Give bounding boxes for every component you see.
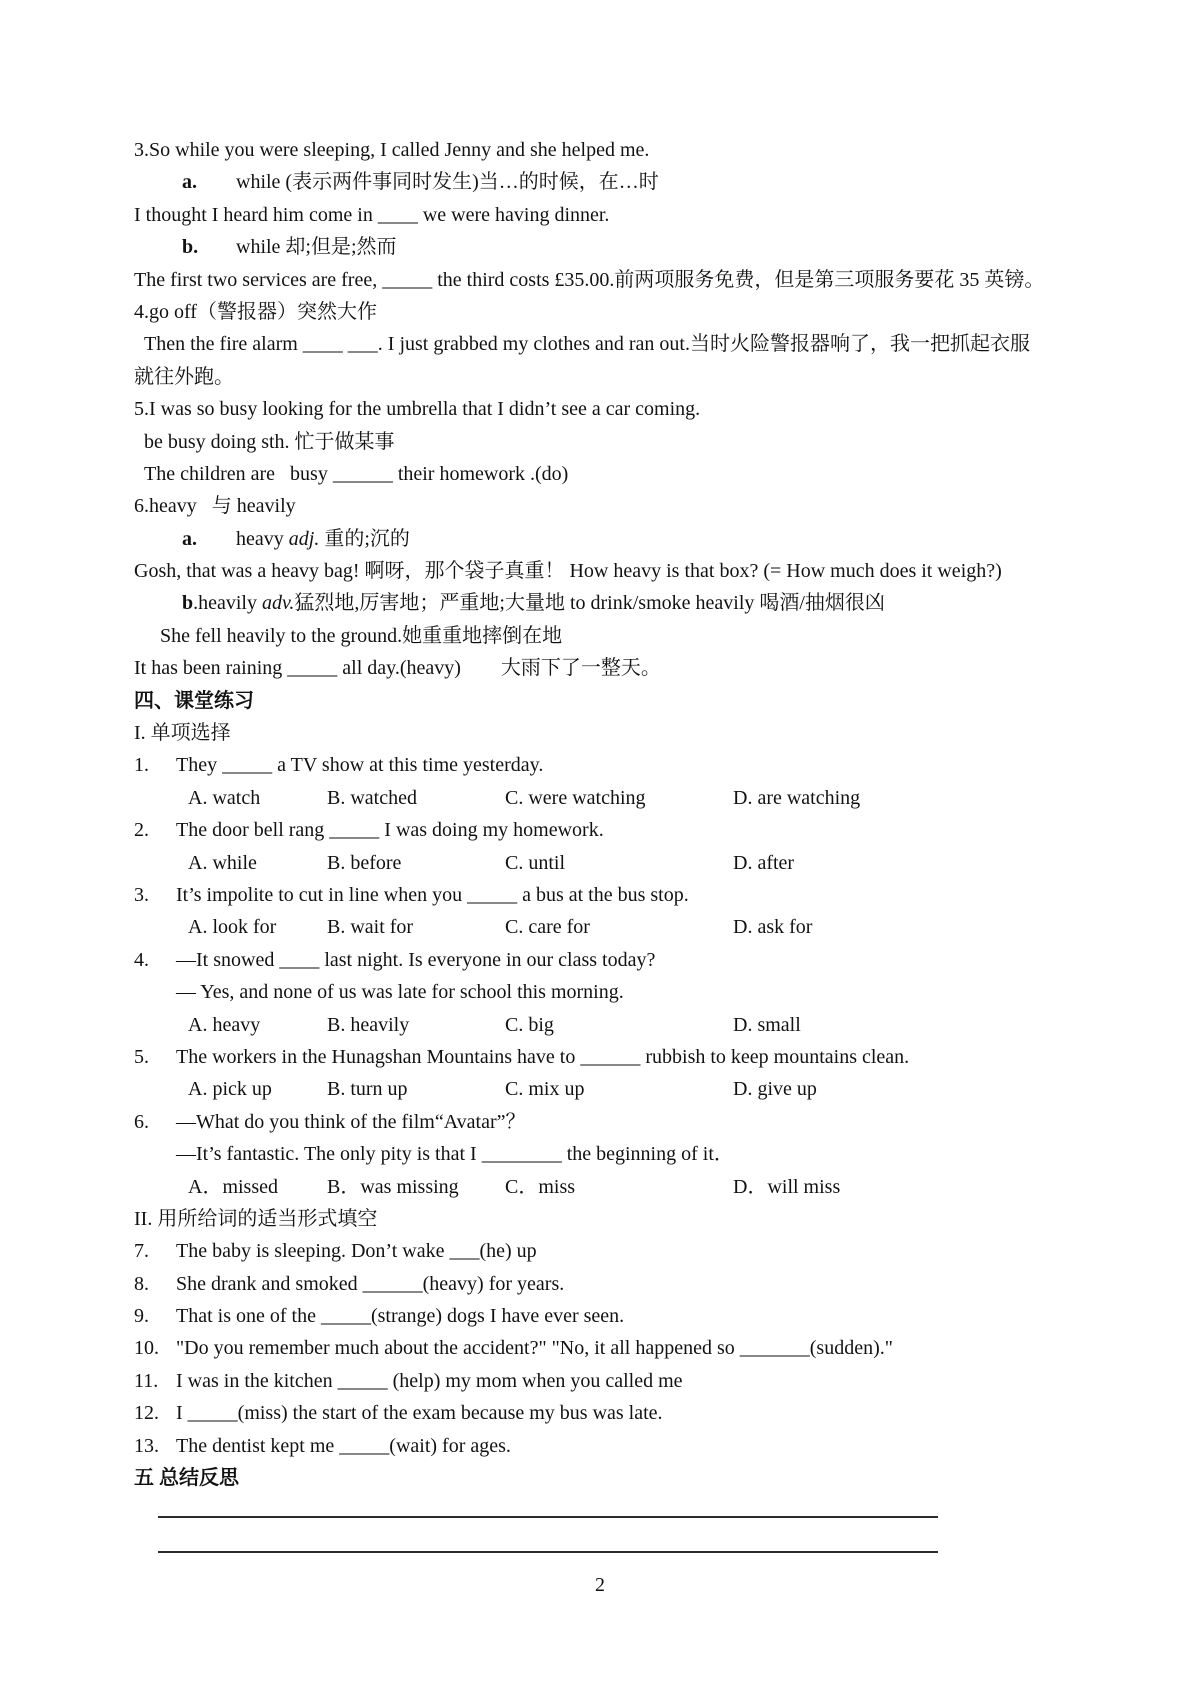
item-label-b: b. — [182, 236, 199, 259]
note-point-4: 4.go off（警报器）突然大作 — [134, 300, 377, 323]
question-text: That is one of the _____(strange) dogs I have ever seen. — [176, 1305, 625, 1328]
options-row-4 — [188, 1009, 1094, 1041]
item-label-b: b — [182, 592, 194, 615]
option-b: B. before — [327, 851, 402, 874]
options-row-5 — [188, 1073, 1094, 1105]
question-1 — [134, 749, 1094, 781]
question-number: 11. — [134, 1369, 159, 1392]
option-c: C. were watching — [505, 786, 646, 809]
question-number: 6. — [134, 1110, 149, 1133]
question-4-reply: — Yes, and none of us was late for school this morning. — [176, 981, 624, 1004]
note-be-busy-example: The children are busy ______ their homework .(do) — [144, 462, 569, 485]
question-number: 1. — [134, 754, 149, 777]
note-heavily-b — [134, 587, 1094, 619]
section-heading-class-practice: 四、课堂练习 — [134, 689, 254, 712]
option-b: B. heavily — [327, 1013, 410, 1036]
note-while-b-example: The first two services are free, _____ the third costs £35.00.前两项服务免费，但是第三项服务要花 35 英镑。 — [134, 268, 1045, 291]
option-d: D. give up — [733, 1078, 817, 1101]
question-text: The workers in the Hunagshan Mountains have to ______ rubbish to keep mountains clean. — [176, 1045, 910, 1068]
question-text: It’s impolite to cut in line when you _____ a bus at the bus stop. — [176, 883, 689, 906]
question-text: —It snowed ____ last night. Is everyone in our class today? — [176, 948, 656, 971]
page-content — [134, 134, 1094, 1553]
note-heavy-def: 重的;沉的 — [319, 527, 410, 550]
option-c: C. until — [505, 851, 566, 874]
question-number: 13. — [134, 1434, 159, 1457]
question-text: The door bell rang _____ I was doing my homework. — [176, 819, 604, 842]
page-number: 2 — [595, 1574, 605, 1596]
question-number: 12. — [134, 1402, 159, 1425]
question-text: The dentist kept me _____(wait) for ages. — [176, 1434, 511, 1457]
option-c: C．miss — [505, 1175, 576, 1198]
option-a: A. while — [188, 851, 257, 874]
question-number: 9. — [134, 1305, 149, 1328]
question-6 — [134, 1106, 1094, 1138]
note-while-a — [134, 166, 1094, 198]
question-9 — [134, 1300, 1094, 1332]
options-row-3 — [188, 911, 1094, 943]
question-text: The baby is sleeping. Don’t wake ___(he) up — [176, 1240, 537, 1263]
question-number: 4. — [134, 948, 149, 971]
note-while-b-text: while 却;但是;然而 — [236, 236, 397, 259]
note-go-off-example-cont: 就往外跑。 — [134, 365, 234, 388]
question-text: I _____(miss) the start of the exam because my bus was late. — [176, 1402, 663, 1425]
question-5 — [134, 1041, 1094, 1073]
option-c: C. mix up — [505, 1078, 585, 1101]
note-heavily-word: .heavily — [193, 592, 262, 615]
question-4 — [134, 944, 1094, 976]
question-3 — [134, 879, 1094, 911]
question-11 — [134, 1365, 1094, 1397]
question-2 — [134, 814, 1094, 846]
subsection-heading-multiple-choice: I. 单项选择 — [134, 722, 231, 745]
note-be-busy-phrase: be busy doing sth. 忙于做某事 — [144, 430, 395, 453]
note-heavy-pos: adj. — [288, 527, 320, 550]
option-a: A. pick up — [188, 1078, 272, 1101]
question-8 — [134, 1268, 1094, 1300]
note-point-3: 3.So while you were sleeping, I called Jenny and she helped me. — [134, 139, 650, 161]
question-number: 3. — [134, 883, 149, 906]
question-7 — [134, 1235, 1094, 1267]
note-while-a-text: while (表示两件事同时发生)当…的时候，在…时 — [236, 171, 659, 194]
question-number: 5. — [134, 1045, 149, 1068]
option-a: A. watch — [188, 786, 261, 809]
option-b: B. watched — [327, 786, 417, 809]
option-d: D. ask for — [733, 916, 813, 939]
question-text: They _____ a TV show at this time yesterday. — [176, 754, 544, 777]
option-c: C. care for — [505, 916, 590, 939]
option-d: D. small — [733, 1013, 801, 1036]
question-6-reply: —It’s fantastic. The only pity is that I ________ the beginning of it． — [176, 1143, 734, 1166]
note-while-a-example: I thought I heard him come in ____ we were having dinner. — [134, 203, 610, 226]
question-13 — [134, 1430, 1094, 1462]
options-row-1 — [188, 782, 1094, 814]
option-c: C. big — [505, 1013, 554, 1036]
question-text: "Do you remember much about the accident?" "No, it all happened so _______(sudden)." — [176, 1337, 893, 1360]
answer-blank-line-2 — [158, 1518, 938, 1553]
item-label-a: a. — [182, 171, 197, 194]
note-heavily-pos: adv. — [262, 592, 295, 615]
item-label-a: a. — [182, 527, 197, 550]
option-b: B. wait for — [327, 916, 414, 939]
option-b: B. turn up — [327, 1078, 408, 1101]
option-a: A. heavy — [188, 1013, 261, 1036]
note-heavily-example: She fell heavily to the ground.她重重地摔倒在地 — [160, 624, 563, 647]
option-d: D．will miss — [733, 1175, 841, 1198]
note-heavy-a — [134, 523, 1094, 555]
note-heavy-example: Gosh, that was a heavy bag! 啊呀，那个袋子真重！ How heavy is that box? (= How much does it weigh?) — [134, 560, 1002, 583]
question-10 — [134, 1332, 1094, 1364]
options-row-6 — [188, 1171, 1094, 1203]
note-point-6: 6.heavy 与 heavily — [134, 495, 296, 518]
question-text: I was in the kitchen _____ (help) my mom when you called me — [176, 1369, 683, 1392]
note-while-b — [134, 231, 1094, 263]
section-heading-reflection: 五 总结反思 — [134, 1467, 239, 1490]
option-b: B．was missing — [327, 1175, 459, 1198]
option-d: D. after — [733, 851, 795, 874]
note-heavy-word: heavy — [236, 527, 289, 550]
question-text: She drank and smoked ______(heavy) for years. — [176, 1272, 565, 1295]
question-number: 10. — [134, 1337, 159, 1360]
note-go-off-example: Then the fire alarm ____ ___. I just grabbed my clothes and ran out.当时火险警报器响了，我一把抓起衣服 — [144, 333, 1030, 356]
question-number: 8. — [134, 1272, 149, 1295]
note-raining-example: It has been raining _____ all day.(heavy) 大雨下了一整天。 — [134, 657, 661, 680]
subsection-heading-fill-blanks: II. 用所给词的适当形式填空 — [134, 1207, 378, 1230]
note-heavily-def: 猛烈地,厉害地；严重地;大量地 to drink/smoke heavily 喝酒/抽烟很凶 — [294, 592, 885, 615]
question-12 — [134, 1397, 1094, 1429]
question-number: 2. — [134, 819, 149, 842]
option-a: A. look for — [188, 916, 277, 939]
option-a: A．missed — [188, 1175, 278, 1198]
question-text: —What do you think of the film“Avatar”？ — [176, 1110, 526, 1133]
options-row-2 — [188, 847, 1094, 879]
option-d: D. are watching — [733, 786, 861, 809]
answer-blank-line-1 — [158, 1498, 938, 1518]
note-point-5: 5.I was so busy looking for the umbrella that I didn’t see a car coming. — [134, 398, 701, 421]
question-number: 7. — [134, 1240, 149, 1263]
